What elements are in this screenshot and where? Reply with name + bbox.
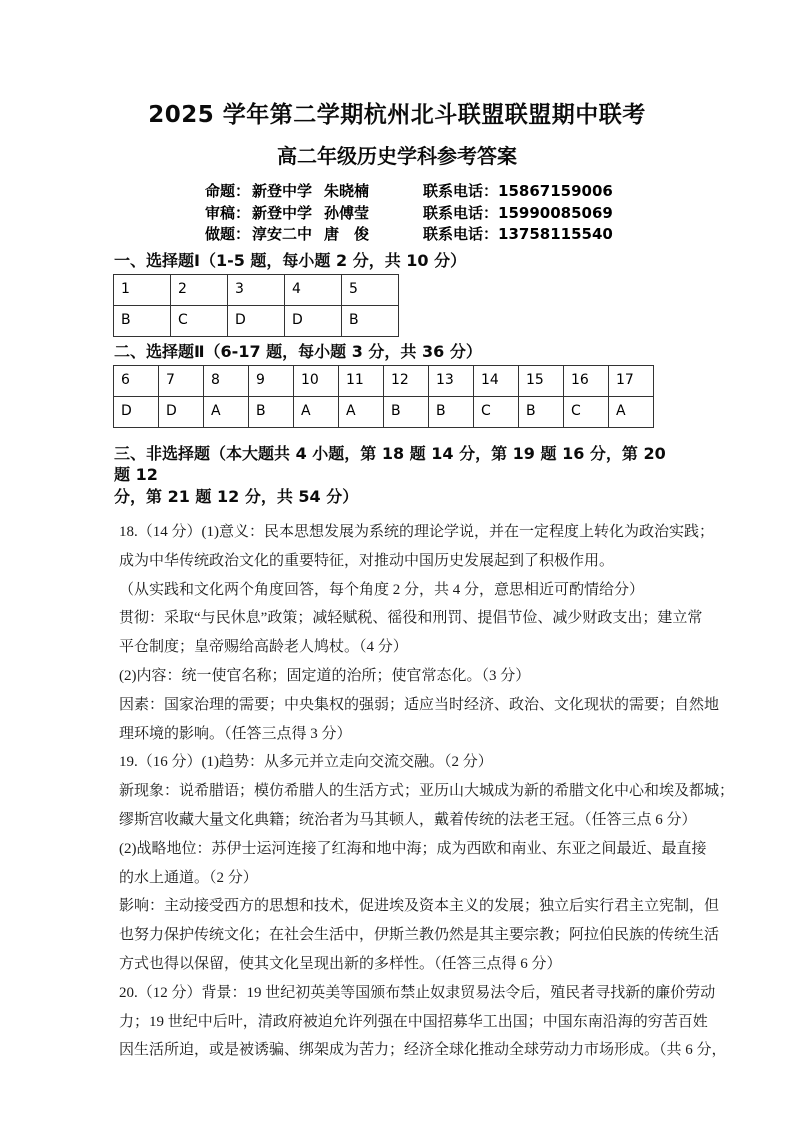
contact-name: 唐 俊 xyxy=(324,225,370,243)
contact-role: 命题： xyxy=(205,182,251,200)
contact-name: 朱晓楠 xyxy=(324,182,370,200)
answer-line: 成为中华传统政治文化的重要特征，对推动中国历史发展起到了积极作用。 xyxy=(119,552,615,569)
section1-heading: 一、选择题Ⅰ（1-5 题，每小题 2 分，共 10 分） xyxy=(114,250,467,270)
answer-row xyxy=(114,305,399,336)
question-number-cell: 7 xyxy=(159,365,204,396)
answer-cell: C xyxy=(474,396,519,427)
contact-phone-label: 联系电话： xyxy=(423,203,499,222)
contact-phone-label: 联系电话： xyxy=(423,182,499,200)
question-number-cell: 2 xyxy=(171,274,228,305)
answer-cell: B xyxy=(249,396,294,427)
page-subtitle: 高二年级历史学科参考答案 xyxy=(277,144,517,168)
answer-cell: B xyxy=(384,396,429,427)
answer-line: 因素：国家治理的需要；中央集权的强弱；适应当时经济、政治、文化现状的需要；自然地 xyxy=(119,696,720,713)
question-number-cell: 17 xyxy=(609,365,654,396)
answer-cell: B xyxy=(342,305,399,336)
contact-school: 新登中学 xyxy=(252,182,313,200)
answer-line: 20.（12 分）背景：19 世纪初英美等国颁布禁止奴隶贸易法令后，殖民者寻找新的廉价劳动 xyxy=(119,984,716,1001)
answer-line: 因生活所迫，或是被诱骗、绑架成为苦力；经济全球化推动全球劳动力市场形成。（共 6 分， xyxy=(119,1042,727,1059)
answer-line: 也努力保护传统文化；在社会生活中，伊斯兰教仍然是其主要宗教；阿拉伯民族的传统生活 xyxy=(119,927,720,944)
contact-phone: 13758115540 xyxy=(498,225,613,243)
question-number-cell: 11 xyxy=(339,365,384,396)
answer-cell: A xyxy=(339,396,384,427)
contact-name: 孙傅莹 xyxy=(324,203,370,222)
question-number-cell: 9 xyxy=(249,365,294,396)
section3-heading xyxy=(114,443,684,508)
contact-row xyxy=(205,181,794,203)
question-number-row xyxy=(114,274,399,305)
contact-block xyxy=(205,181,794,246)
question-number-cell: 5 xyxy=(342,274,399,305)
answer-line: (2)战略地位：苏伊士运河连接了红海和地中海；成为西欧和南业、东亚之间最近、最直接 xyxy=(119,840,707,857)
question-number-cell: 3 xyxy=(228,274,285,305)
question-number-cell: 12 xyxy=(384,365,429,396)
question-number-cell: 14 xyxy=(474,365,519,396)
answer-cell: D xyxy=(228,305,285,336)
question-number-cell: 16 xyxy=(564,365,609,396)
answer-cell: C xyxy=(171,305,228,336)
contact-row xyxy=(205,224,794,246)
answer-line: 影响：主动接受西方的思想和技术，促进埃及资本主义的发展；独立后实行君主立宪制，但 xyxy=(119,898,720,915)
answer-line: 新现象：说希腊语；模仿希腊人的生活方式；亚历山大城成为新的希腊文化中心和埃及都城； xyxy=(119,783,735,800)
answer-line: 方式也得以保留，使其文化呈现出新的多样性。（任答三点得 6 分） xyxy=(119,955,562,972)
section2-heading: 二、选择题Ⅱ（6-17 题，每小题 3 分，共 36 分） xyxy=(114,341,482,361)
answer-line: 的水上通道。（2 分） xyxy=(119,869,258,886)
question-number-cell: 6 xyxy=(114,365,159,396)
answer-cell: A xyxy=(204,396,249,427)
answer-cell: D xyxy=(159,396,204,427)
question-number-cell: 4 xyxy=(285,274,342,305)
answer-cell: A xyxy=(294,396,339,427)
answer-row xyxy=(114,396,654,427)
section3-heading-line1: 三、非选择题（本大题共 4 小题，第 18 题 14 分，第 19 题 16 分，第 20 题 12 xyxy=(114,443,666,484)
question-number-cell: 1 xyxy=(114,274,171,305)
contact-role: 做题： xyxy=(205,225,251,243)
answer-line: 理环境的影响。（任答三点得 3 分） xyxy=(119,725,352,742)
answer-line: 18.（14 分）(1)意义：民本思想发展为系统的理论学说，并在一定程度上转化为政治实践； xyxy=(119,524,714,540)
answer-table-2 xyxy=(113,365,654,428)
contact-school: 淳安二中 xyxy=(252,225,313,243)
page-title: 2025 学年第二学期杭州北斗联盟联盟期中联考 xyxy=(148,102,646,128)
question-number-cell: 10 xyxy=(294,365,339,396)
answer-text-block xyxy=(119,518,794,1065)
answer-cell: B xyxy=(114,305,171,336)
answer-line: (2)内容：统一使官名称；固定道的治所；使官常态化。（3 分） xyxy=(119,667,531,684)
answer-cell: B xyxy=(429,396,474,427)
answer-line: 力；19 世纪中后叶，清政府被迫允许列强在中国招募华工出国；中国东南沿海的穷苦百姓 xyxy=(119,1013,708,1030)
answer-table-1 xyxy=(113,274,399,337)
contact-role: 审稿： xyxy=(205,203,251,222)
question-number-cell: 8 xyxy=(204,365,249,396)
answer-cell: C xyxy=(564,396,609,427)
answer-line: 贯彻：采取“与民休息”政策；减轻赋税、徭役和刑罚、提倡节俭、减少财政支出；建立常 xyxy=(119,610,703,627)
answer-line: 缪斯宫收藏大量文化典籍；统治者为马其顿人，戴着传统的法老王冠。（任答三点 6 分） xyxy=(119,811,697,828)
answer-cell: D xyxy=(285,305,342,336)
contact-phone: 15867159006 xyxy=(498,182,613,200)
contact-phone: 15990085069 xyxy=(498,203,613,222)
answer-cell: D xyxy=(114,396,159,427)
answer-cell: A xyxy=(609,396,654,427)
contact-row xyxy=(205,203,794,225)
contact-school: 新登中学 xyxy=(252,203,313,222)
answer-line: 19.（16 分）(1)趋势：从多元并立走向交流交融。（2 分） xyxy=(119,754,493,771)
question-number-cell: 15 xyxy=(519,365,564,396)
answer-cell: B xyxy=(519,396,564,427)
answer-line: （从实践和文化两个角度回答，每个角度 2 分，共 4 分，意思相近可酌情给分） xyxy=(119,581,645,598)
question-number-row xyxy=(114,365,654,396)
question-number-cell: 13 xyxy=(429,365,474,396)
answer-line: 平仓制度；皇帝赐给高龄老人鸠杖。（4 分） xyxy=(119,639,408,656)
section3-heading-line2: 分，第 21 题 12 分，共 54 分） xyxy=(114,486,359,506)
contact-phone-label: 联系电话： xyxy=(423,225,499,243)
